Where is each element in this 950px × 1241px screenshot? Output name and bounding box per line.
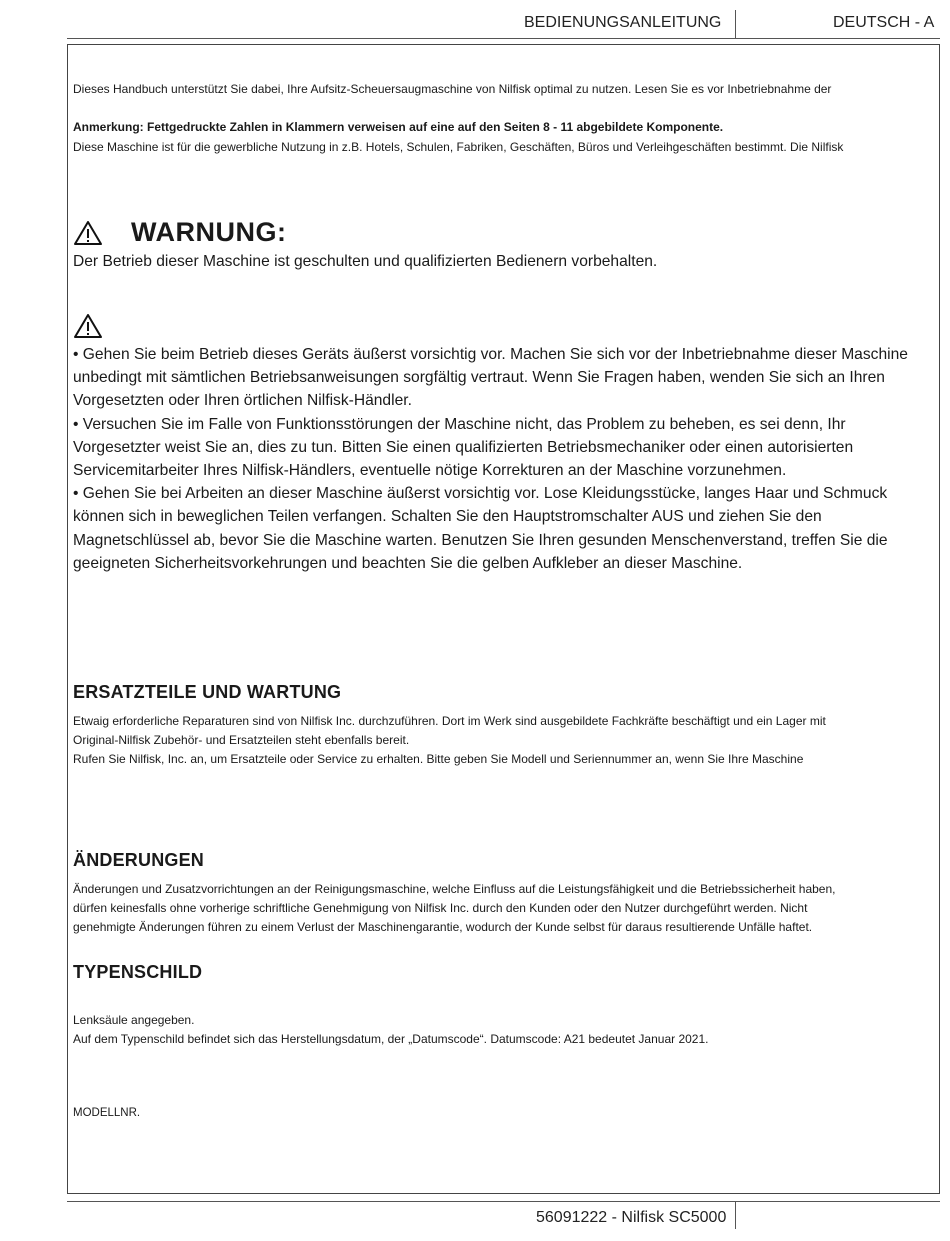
footer-text: 56091222 - Nilfisk SC5000 [536, 1209, 727, 1226]
warning-icon [73, 220, 103, 246]
header-title: BEDIENUNGSANLEITUNG [524, 14, 722, 31]
safety-line: • Versuchen Sie im Falle von Funktionsstörungen der Maschine nicht, das Problem zu beheben, es sei denn, Ihr [73, 415, 846, 433]
nameplate-line: Lenksäule angegeben. [73, 1013, 195, 1027]
changes-line: dürfen keinesfalls ohne vorherige schriftliche Genehmigung von Nilfisk Inc. durch den Kunden oder den Nutzer durchgeführt werden. Nicht [73, 901, 808, 915]
safety-line: Vorgesetzter weist Sie an, dies zu tun. Bitten Sie einen qualifizierten Betriebsmechaniker oder einen autorisierten [73, 438, 854, 456]
parts-line: Original-Nilfisk Zubehör- und Ersatzteilen steht ebenfalls bereit. [73, 733, 410, 747]
footer-rule [67, 1201, 940, 1202]
caution-icon [73, 313, 103, 339]
safety-text [73, 343, 908, 575]
changes-line: Änderungen und Zusatzvorrichtungen an der Reinigungsmaschine, welche Einfluss auf die Leistungsfähigkeit und die Betriebssicherheit haben, [73, 882, 836, 896]
nameplate-text [73, 1011, 708, 1049]
safety-line: • Gehen Sie beim Betrieb dieses Geräts äußerst vorsichtig vor. Machen Sie sich vor der Inbetriebnahme dieser Maschine [73, 346, 908, 363]
model-number-label: MODELLNR. [73, 1107, 141, 1119]
nameplate-line: Auf dem Typenschild befindet sich das Herstellungsdatum, der „Datumscode“. Datumscode: A21 bedeutet Januar 2021. [73, 1032, 709, 1046]
safety-line: können sich in beweglichen Teilen verfangen. Schalten Sie den Hauptstromschalter AUS und ziehen Sie den [73, 508, 822, 526]
parts-line: Rufen Sie Nilfisk, Inc. an, um Ersatzteile oder Service zu erhalten. Bitte geben Sie Modell und Seriennummer an, wenn Sie Ihre Maschine [73, 752, 804, 766]
intro-text: Dieses Handbuch unterstützt Sie dabei, Ihre Aufsitz-Scheuersaugmaschine von Nilfisk optimal zu nutzen. Lesen Sie es vor Inbetriebnahme der [73, 82, 832, 96]
footer-divider [735, 1202, 736, 1229]
safety-line: unbedingt mit sämtlichen Betriebsanweisungen sorgfältig vertraut. Wenn Sie Fragen haben, wenden Sie sich an Ihren [73, 369, 885, 387]
safety-line: Magnetschlüssel ab, bevor Sie die Maschine warten. Benutzen Sie Ihren gesunden Menschenverstand, treffen Sie die [73, 531, 888, 549]
changes-line: genehmigte Änderungen führen zu einem Verlust der Maschinengarantie, wodurch der Kunde selbst für daraus resultierende Unfälle haftet. [73, 920, 813, 934]
parts-text [73, 712, 826, 769]
parts-line: Etwaig erforderliche Reparaturen sind von Nilfisk Inc. durchzuführen. Dort im Werk sind ausgebildete Fachkräfte beschäftigt und ein Lager mit [73, 714, 826, 728]
warning-text: Der Betrieb dieser Maschine ist geschulten und qualifizierten Bedienern vorbehalten. [73, 253, 658, 270]
nameplate-heading: TYPENSCHILD [73, 962, 203, 982]
safety-line: geeigneten Sicherheitsvorkehrungen und beachten Sie die gelben Aufkleber an dieser Maschine. [73, 554, 743, 572]
changes-heading: ÄNDERUNGEN [73, 850, 205, 870]
note-text: Diese Maschine ist für die gewerbliche Nutzung in z.B. Hotels, Schulen, Fabriken, Geschäften, Büros und Verleihgeschäften bestimmt. Die Nilfisk [73, 140, 844, 154]
safety-line: Vorgesetzten oder Ihren örtlichen Nilfisk-Händler. [73, 392, 412, 410]
safety-line: • Gehen Sie bei Arbeiten an dieser Maschine äußerst vorsichtig vor. Lose Kleidungsstücke, langes Haar und Schmuck [73, 485, 888, 503]
warning-title: WARNUNG: [131, 217, 287, 247]
header-divider [735, 10, 736, 39]
parts-heading: ERSATZTEILE UND WARTUNG [73, 682, 342, 702]
safety-line: Servicemitarbeiter Ihres Nilfisk-Händlers, eventuelle nötige Korrekturen an der Maschine vorzunehmen. [73, 462, 787, 480]
header-language: DEUTSCH - A [833, 14, 935, 31]
note-bold: Anmerkung: Fettgedruckte Zahlen in Klammern verweisen auf eine auf den Seiten 8 - 11 abgebildete Komponente. [73, 120, 724, 134]
changes-text [73, 880, 835, 937]
header-rule [67, 38, 940, 39]
